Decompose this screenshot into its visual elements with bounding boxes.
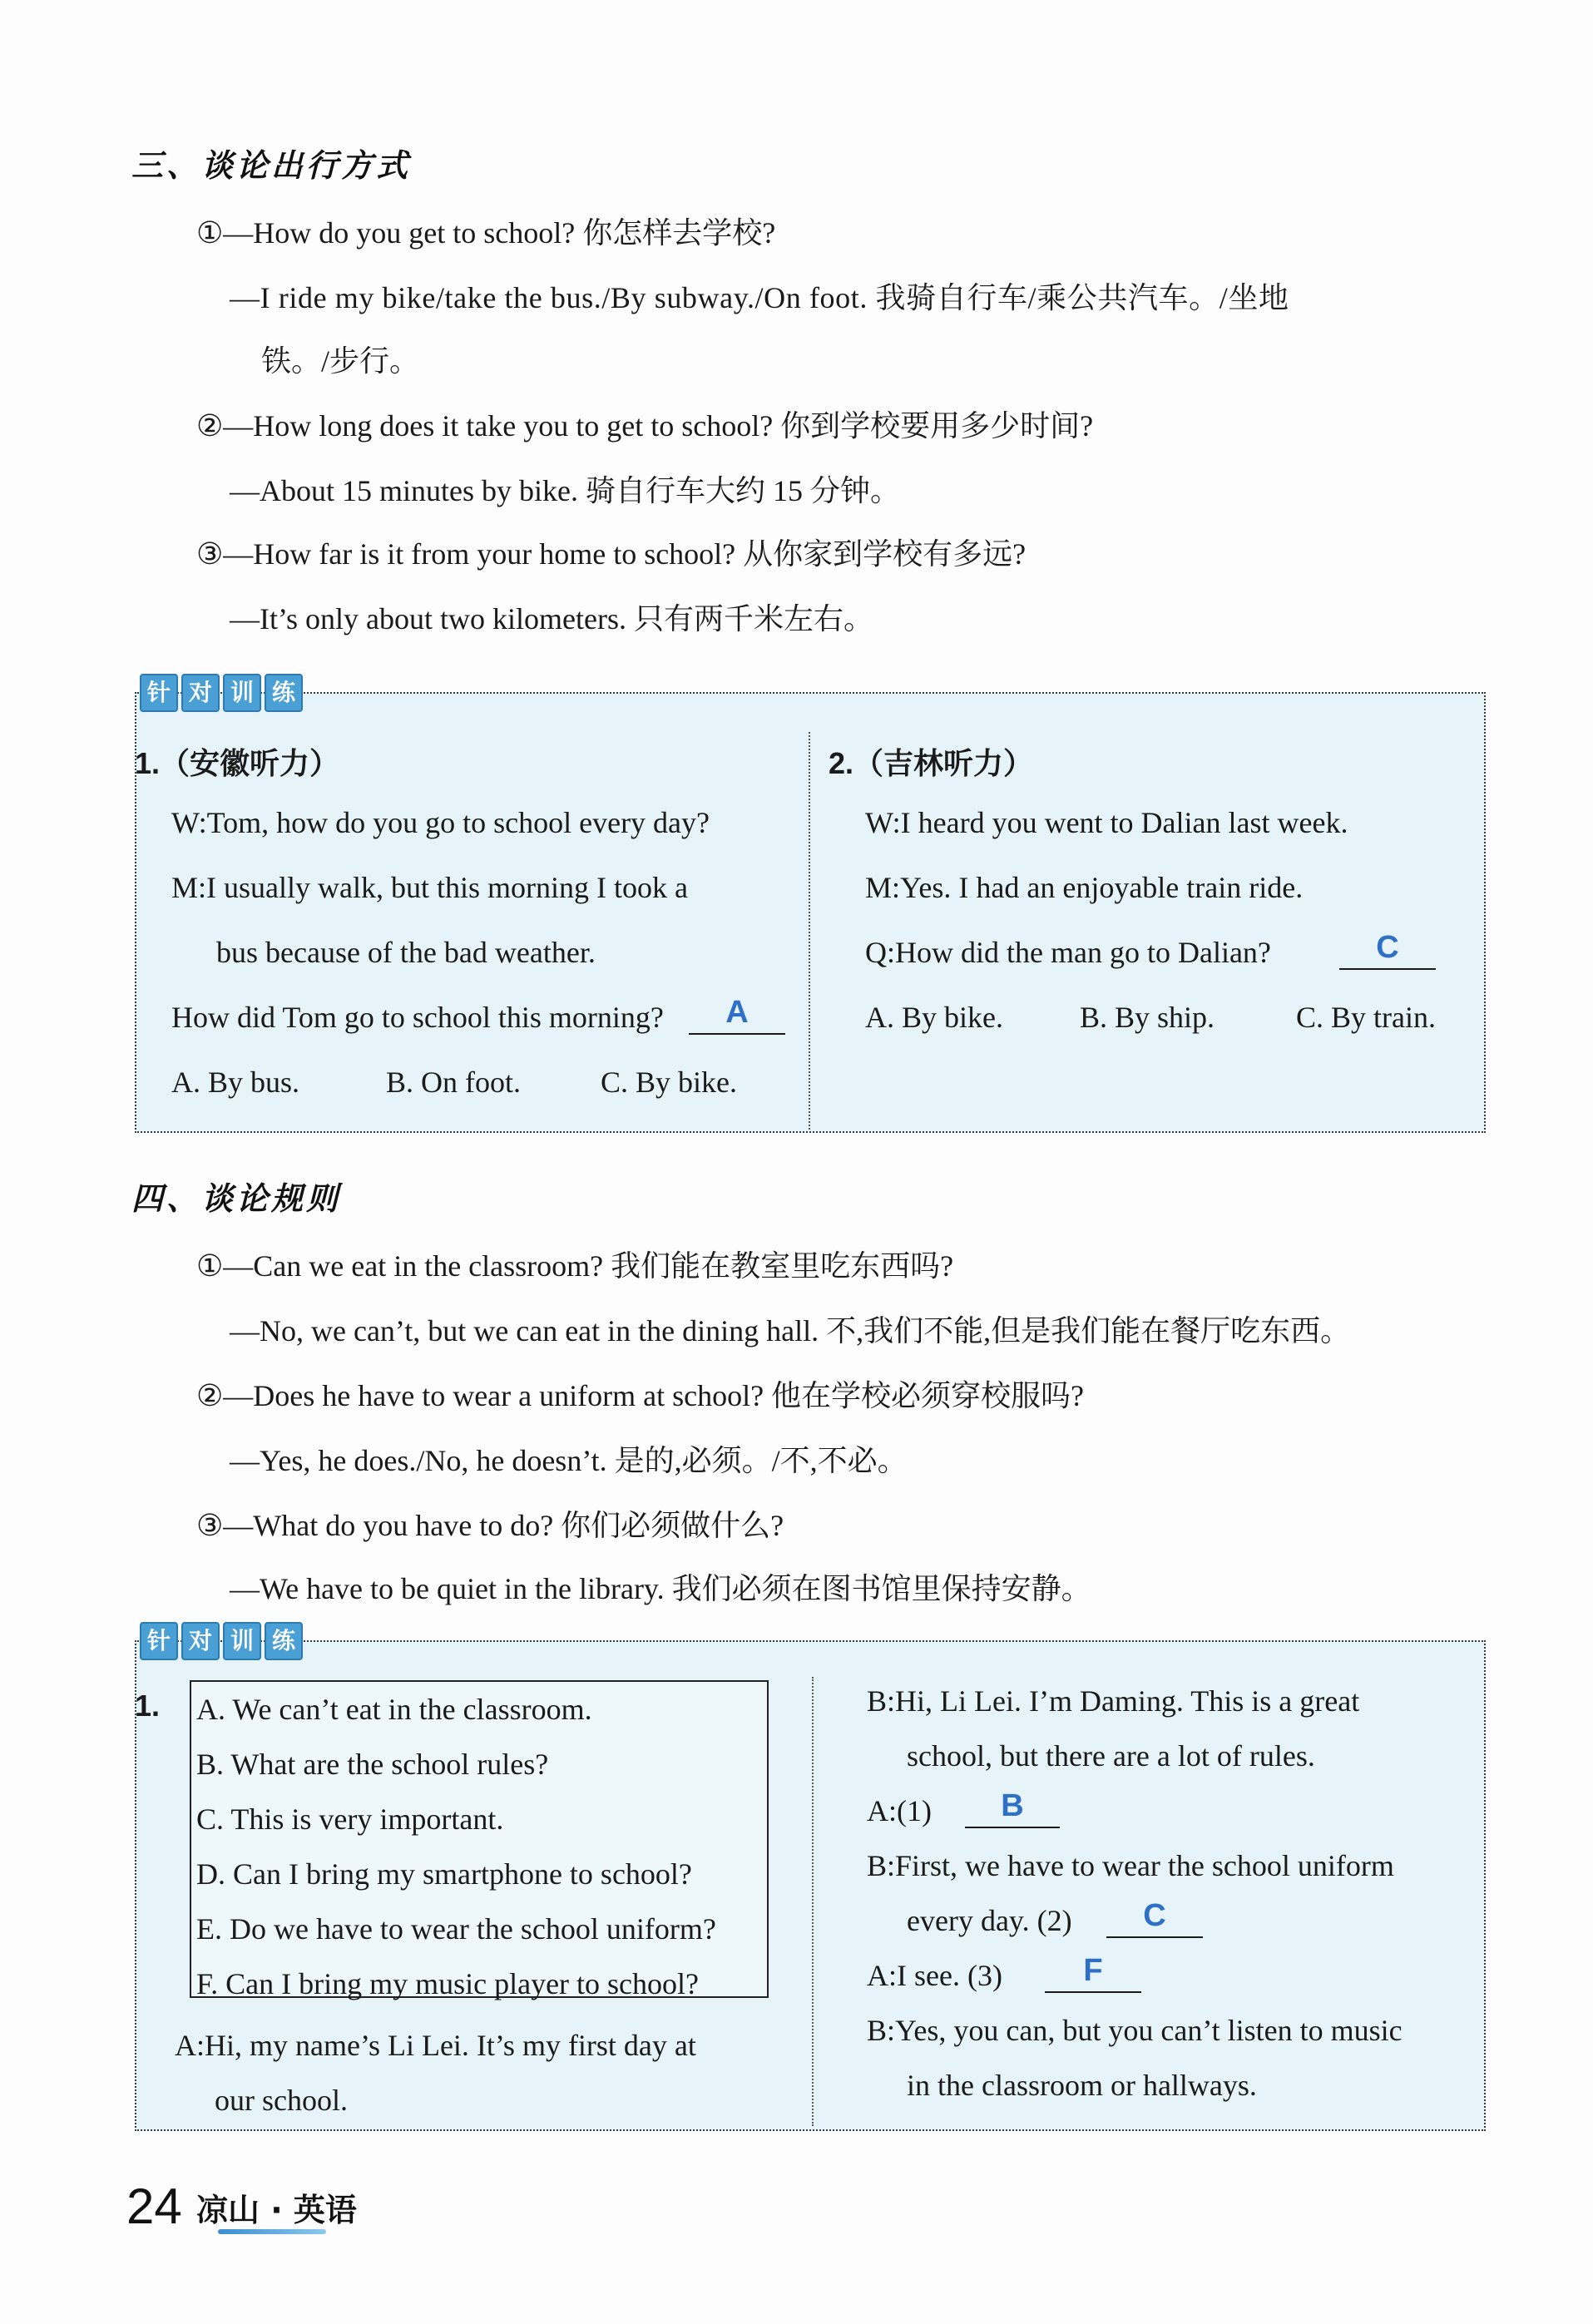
question-text: Q:How did the man go to Dalian? [865,936,1271,969]
footer-label: 凉山 · 英语 [196,2192,357,2228]
option-line: E. Do we have to wear the school uniform? [196,1912,716,1946]
dialog-line: B:Hi, Li Lei. I’m Daming. This is a great [867,1684,1360,1718]
option-b: B. On foot. [386,1066,521,1099]
dialog-line: M:Yes. I had an enjoyable train ride. [865,871,1304,904]
option-a: A. By bike. [865,1001,1003,1034]
option-line: A. We can’t eat in the classroom. [196,1693,592,1726]
question-number: 1. [135,1689,161,1723]
dialog-line: W:I heard you went to Dalian last week. [865,806,1348,839]
dialog-line: ③—How far is it from your home to school? 从你家到学校有多远? [196,537,1027,571]
dialog-line: A:(1) [867,1794,932,1827]
practice-tag [140,1622,303,1660]
dialog-line: bus because of the bad weather. [216,936,596,969]
dialog-line: 铁。/步行。 [261,344,420,378]
dialog-line: in the classroom or hallways. [907,2069,1257,2102]
dialog-line: school, but there are a lot of rules. [907,1739,1315,1773]
answer-blank-1: B [965,1788,1060,1828]
option-c: C. By train. [1296,1001,1436,1034]
dialog-line: —It’s only about two kilometers. 只有两千米左右。 [230,602,873,635]
option-b: B. By ship. [1080,1001,1215,1034]
dialog-line: A:I see. (3) [867,1959,1002,1992]
question-text: How did Tom go to school this morning? [171,1001,664,1034]
column-divider [809,732,810,1130]
practice-tag-char: 对 [181,1622,220,1660]
column-divider [812,1677,814,2126]
dialog-line: ②—How long does it take you to get to school? 你到学校要用多少时间? [196,409,1094,443]
dialog-line: —About 15 minutes by bike. 骑自行车大约 15 分钟。 [230,474,900,507]
answer-blank-3: F [1045,1953,1141,1993]
page-number: 24 [126,2178,182,2234]
dialog-line: B:Yes, you can, but you can’t listen to music [867,2014,1403,2047]
practice-tag-char: 训 [223,1622,261,1660]
question-title: 1.（安徽听力） [135,746,340,780]
answer-blank-2: C [1106,1898,1203,1938]
dialog-line: W:Tom, how do you go to school every day? [171,806,710,839]
dialog-line: every day. (2) [907,1904,1072,1937]
answer-blank: A [689,995,785,1035]
option-line: F. Can I bring my music player to school? [196,1967,700,2000]
answer-blank: C [1339,930,1436,970]
question-title: 2.（吉林听力） [829,746,1034,780]
dialog-line: ①—Can we eat in the classroom? 我们能在教室里吃东西吗? [196,1249,954,1283]
dialog-line: —I ride my bike/take the bus./By subway./On foot. 我骑自行车/乘公共汽车。/坐地 [230,281,1289,314]
dialog-line: ②—Does he have to wear a uniform at school? 他在学校必须穿校服吗? [196,1379,1085,1412]
dialog-line: —Yes, he does./No, he doesn’t. 是的,必须。/不,不必。 [230,1444,908,1477]
option-c: C. By bike. [601,1066,738,1099]
practice-tag-char: 练 [265,674,303,712]
dialog-line: —We have to be quiet in the library. 我们必须在图书馆里保持安静。 [230,1572,1091,1605]
dialog-line: ③—What do you have to do? 你们必须做什么? [196,1509,784,1542]
practice-tag-char: 对 [181,674,220,712]
dialog-line: —No, we can’t, but we can eat in the dining hall. 不,我们不能,但是我们能在餐厅吃东西。 [230,1314,1351,1347]
practice-tag-char: 练 [265,1622,303,1660]
option-line: D. Can I bring my smartphone to school? [196,1857,692,1891]
footer-accent-bar [218,2229,326,2234]
option-a: A. By bus. [171,1066,300,1099]
practice-tag-char: 针 [140,674,178,712]
section-title-rules: 四、谈论规则 [131,1180,342,1217]
dialog-line: ①—How do you get to school? 你怎样去学校? [196,216,776,250]
option-line: C. This is very important. [196,1802,504,1836]
dialog-line: our school. [215,2084,348,2117]
dialog-line: M:I usually walk, but this morning I took a [171,871,688,904]
practice-tag-char: 针 [140,1622,178,1660]
dialog-line: A:Hi, my name’s Li Lei. It’s my first day at [175,2029,696,2062]
option-line: B. What are the school rules? [196,1748,549,1781]
practice-tag [140,674,303,712]
section-title-travel: 三、谈论出行方式 [131,147,412,184]
practice-tag-char: 训 [223,674,261,712]
dialog-line: B:First, we have to wear the school uniform [867,1849,1394,1882]
options-box [190,1680,769,1998]
